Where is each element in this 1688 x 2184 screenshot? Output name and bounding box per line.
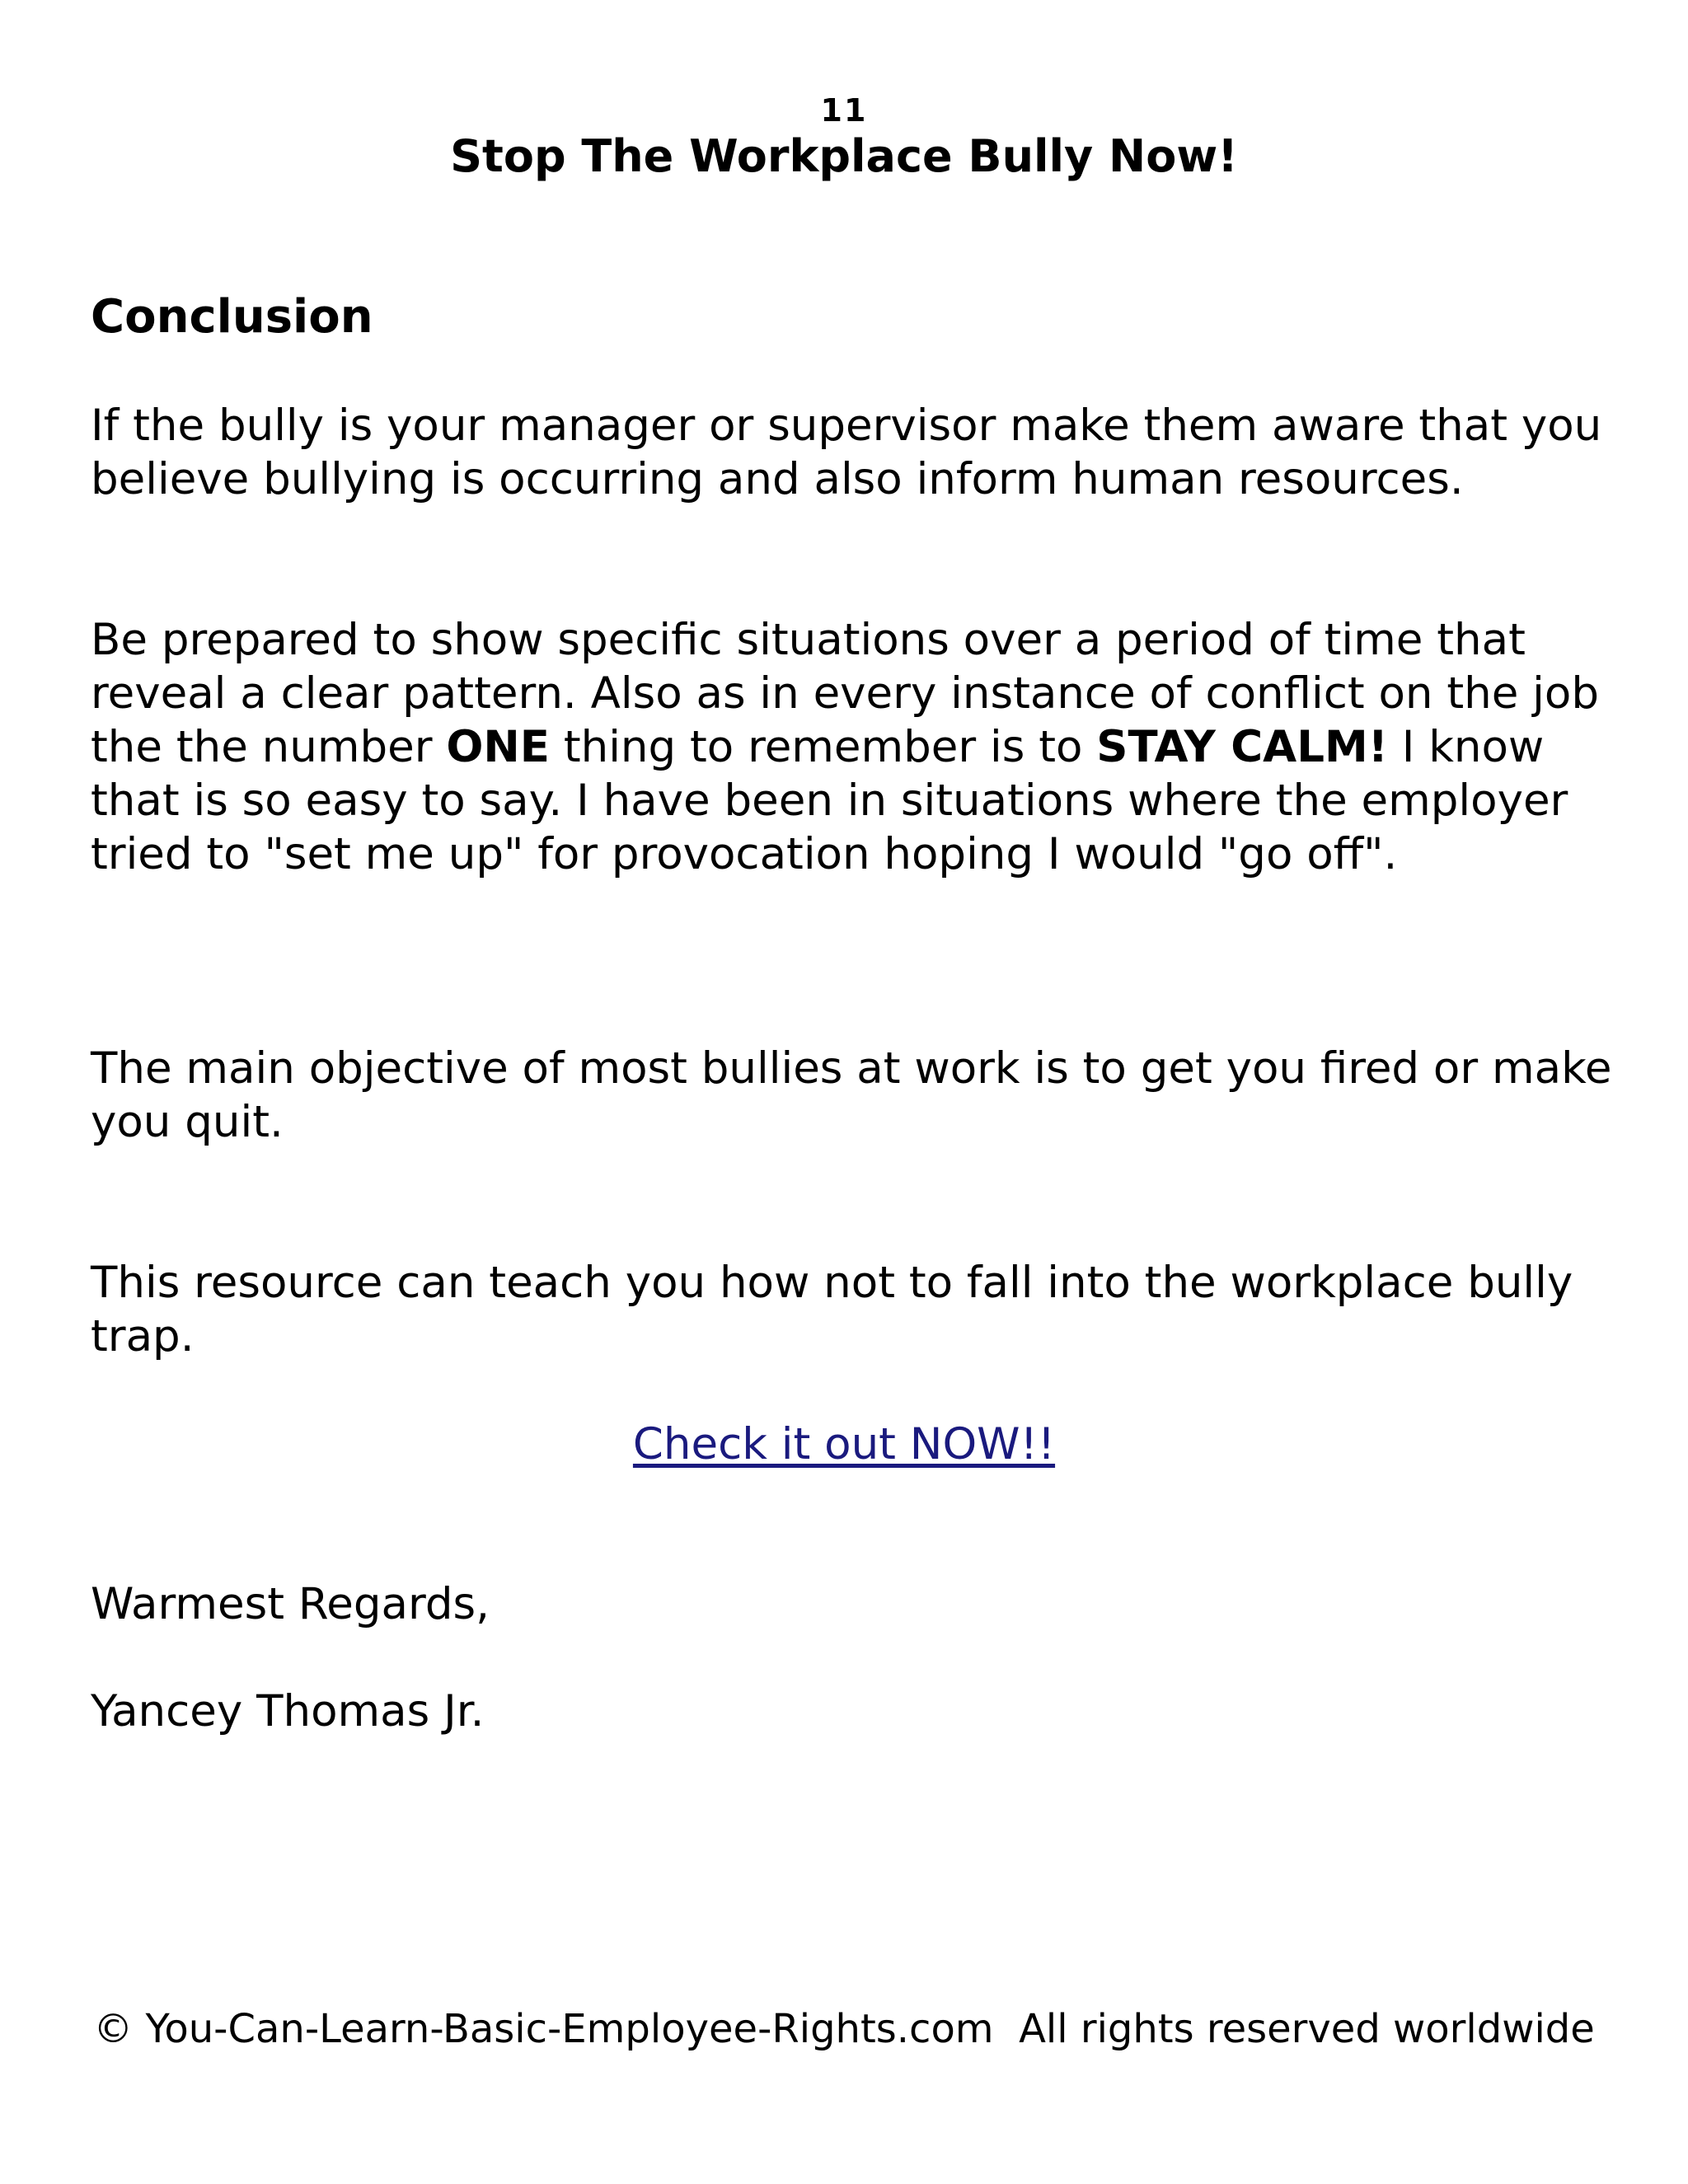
- section-heading: Conclusion: [91, 290, 373, 344]
- closing-regards: Warmest Regards,: [91, 1579, 490, 1629]
- paragraph-text: Be prepared to show specific situations over a period of time that reveal a clear pattern. Also as in every instance of conflict on the job the the number: [91, 615, 1599, 772]
- page-title: Stop The Workplace Bully Now!: [450, 130, 1238, 182]
- cta-container: [0, 1418, 1688, 1471]
- author-name: Yancey Thomas Jr.: [91, 1686, 485, 1736]
- copyright-footer: © You-Can-Learn-Basic-Employee-Rights.com All rights reserved worldwide: [93, 2006, 1595, 2052]
- paragraph-main-objective: The main objective of most bullies at work is to get you fired or make you quit.: [91, 1043, 1612, 1147]
- paragraph-text: thing to remember is to: [549, 722, 1097, 772]
- emphasis-stay-calm: STAY CALM!: [1096, 722, 1388, 772]
- paragraph-text: I know that is so easy to say. I have been in situations where the employer tried to "set me up" for provocation hoping I would "go off".: [91, 722, 1568, 879]
- paragraph-be-prepared: [91, 613, 1624, 881]
- paragraph-manager-supervisor: If the bully is your manager or supervisor make them aware that you believe bullying is occurring and also inform human resources.: [91, 401, 1602, 504]
- check-it-out-link[interactable]: Check it out NOW!!: [632, 1419, 1056, 1469]
- emphasis-one: ONE: [446, 722, 550, 772]
- page-number: 11: [820, 92, 868, 129]
- paragraph-resource: This resource can teach you how not to fall into the workplace bully trap.: [91, 1258, 1573, 1361]
